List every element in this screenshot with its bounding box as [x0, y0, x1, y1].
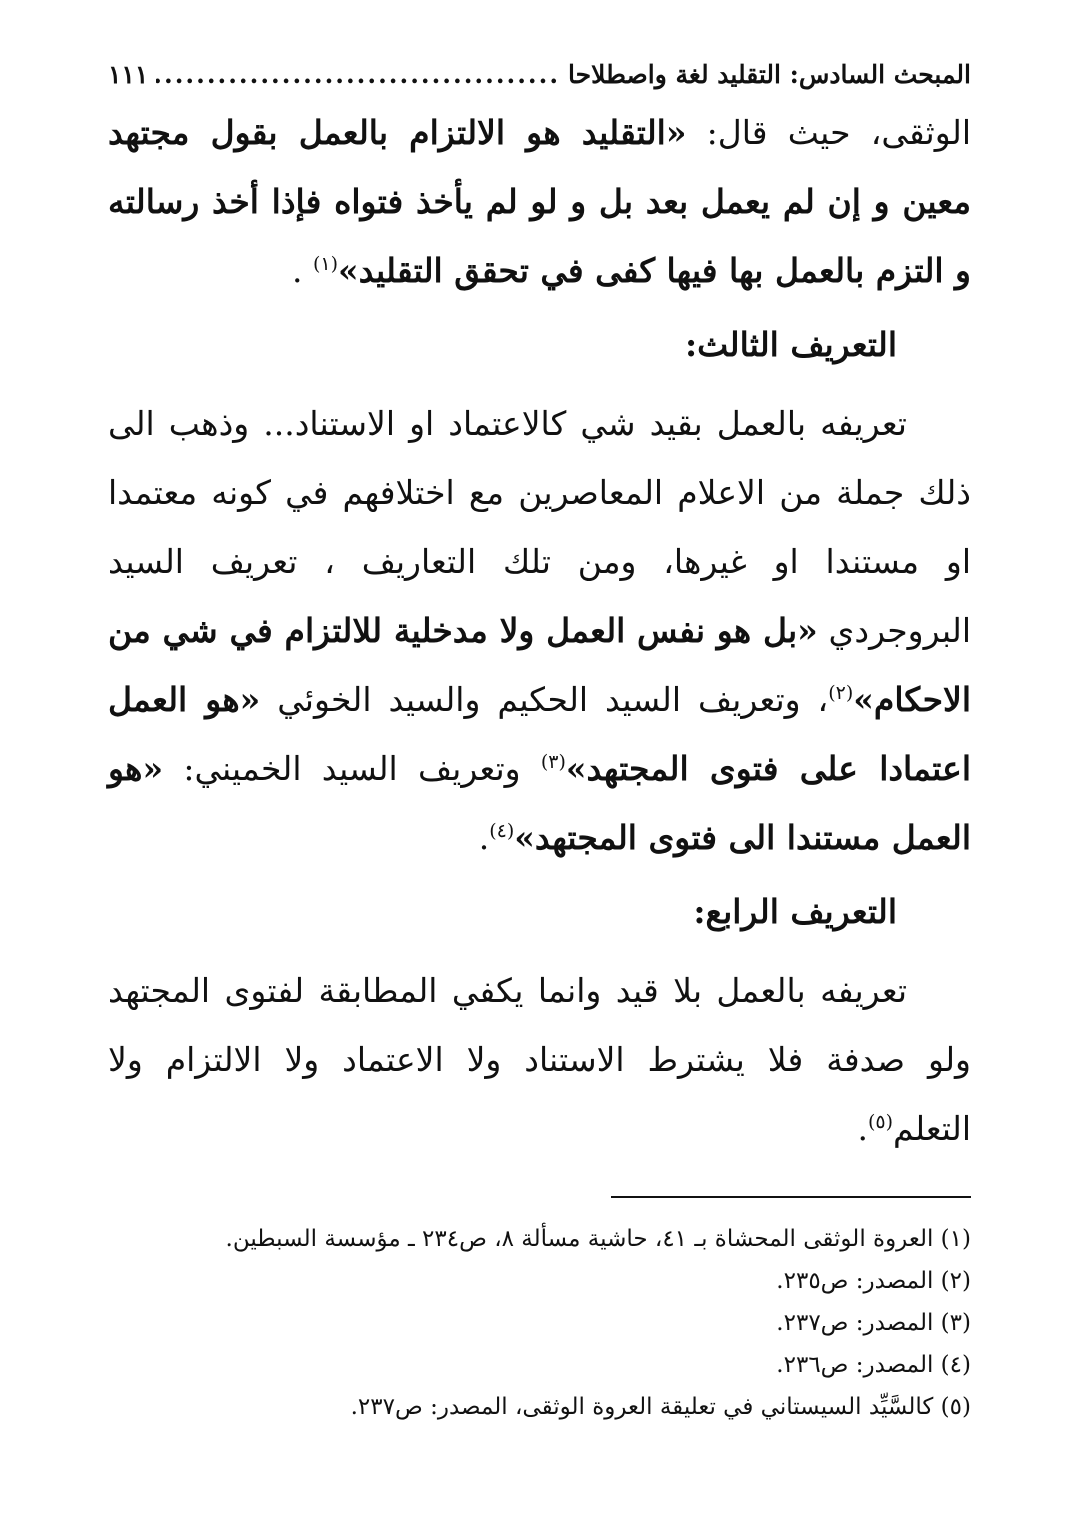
header-dot-leader	[156, 52, 560, 98]
quote-hakim-khoei: «هو العمل اعتمادا على فتوى المجتهد»	[108, 680, 972, 788]
body-text	[108, 98, 971, 1163]
heading-fourth-definition: التعريف الرابع:	[693, 892, 897, 931]
footnote-ref-1[interactable]: (١)	[312, 253, 338, 275]
footnote-ref-2[interactable]: (٢)	[828, 682, 854, 704]
footnote-4: (٤) المصدر: ص٢٣٦.	[776, 1352, 971, 1378]
paragraph-3-lead: تعريفه بالعمل بلا قيد وانما يكفي المطابقة لفتوى المجتهد ولو صدفة فلا يشترط الاستناد ولا الاعتماد ولا الالتزام ولا التعلم	[108, 971, 971, 1148]
paragraph-2-mid-2: وتعريف السيد الخميني:	[163, 749, 541, 788]
paragraph-2-end: .	[478, 818, 490, 857]
paragraph-1-end: .	[291, 251, 313, 290]
footnotes-section	[108, 1218, 971, 1428]
running-header	[108, 52, 971, 98]
footnote-separator	[611, 1196, 971, 1198]
quote-borujerdi: «بل هو نفس العمل ولا مدخلية للالتزام في شي من الاحكام»	[108, 611, 971, 719]
footnote-5: (٥) كالسَّيِّد السيستاني في تعليقة العروة الوثقى، المصدر: ص٢٣٧.	[350, 1394, 971, 1420]
paragraph-2-mid-1: ، وتعريف السيد الحكيم والسيد الخوئي	[260, 680, 829, 719]
paragraph-3	[108, 956, 971, 1163]
paragraph-1	[108, 98, 971, 305]
quote-khomeini: «هو العمل مستندا الى فتوى المجتهد»	[108, 749, 971, 857]
paragraph-3-end: .	[857, 1109, 868, 1148]
footnote-2: (٢) المصدر: ص٢٣٥.	[776, 1268, 971, 1294]
page-number: ١١١	[108, 60, 149, 89]
footnote-3: (٣) المصدر: ص٢٣٧.	[776, 1310, 971, 1336]
paragraph-2	[108, 389, 971, 872]
footnote-ref-3[interactable]: (٣)	[540, 751, 566, 773]
paragraph-1-lead: الوثقى، حيث قال:	[686, 113, 971, 152]
heading-third-definition: التعريف الثالث:	[684, 325, 897, 364]
quote-definition-2: «التقليد هو الالتزام بالعمل بقول مجتهد معين و إن لم يعمل بعد بل و لو لم يأخذ فتواه فإذا أخذ رسالته و التزم بالعمل بها فيها كفى في تحقق التقليد»	[108, 113, 971, 290]
header-title: المبحث السادس: التقليد لغة واصطلاحا	[568, 60, 971, 89]
footnote-1: (١) العروة الوثقى المحشاة بـ ٤١، حاشية مسألة ٨، ص٢٣٤ ـ مؤسسة السبطين.	[225, 1226, 971, 1252]
paragraph-2-lead: تعريفه بالعمل بقيد شي كالاعتماد او الاستناد... وذهب الى ذلك جملة من الاعلام المعاصرين مع اختلافهم في كونه معتمدا او مستندا او غيرها، ومن تلك التعاريف ، تعريف السيد البروجردي	[108, 404, 971, 650]
footnote-ref-5[interactable]: (٥)	[867, 1111, 893, 1133]
footnote-ref-4[interactable]: (٤)	[489, 820, 515, 842]
